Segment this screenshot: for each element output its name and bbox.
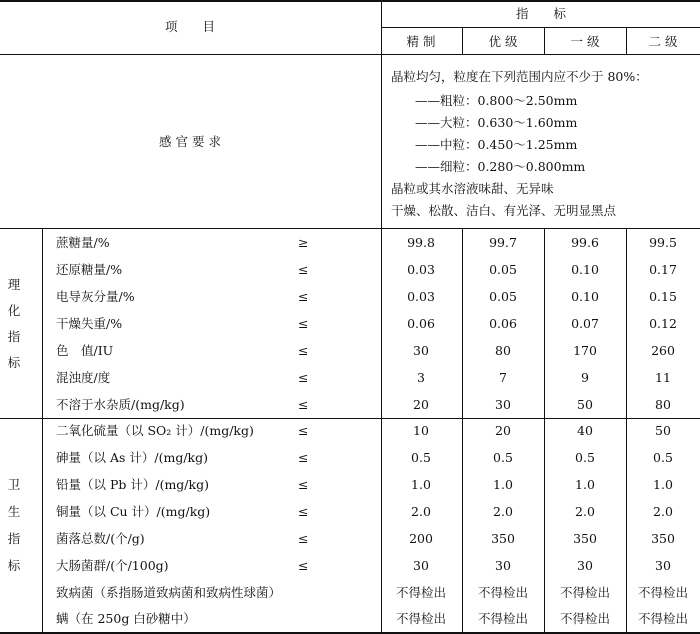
- physchem-cell: 0.10: [571, 289, 599, 304]
- physchem-row-name: 色 值/IU: [56, 343, 114, 358]
- hygiene-row-name: 铜量（以 Cu 计）/(mg/kg): [56, 504, 211, 519]
- physchem-cell: 7: [499, 370, 507, 385]
- hygiene-cell: 1.0: [575, 477, 595, 492]
- top-rule: [0, 0, 700, 2]
- physchem-cell: 170: [573, 343, 597, 358]
- physchem-cell: 30: [495, 397, 511, 412]
- hygiene-cell: 1.0: [493, 477, 513, 492]
- sensory-line: 晶粒均匀，粒度在下列范围内应不少于 80%：: [391, 69, 648, 84]
- physchem-cell: 50: [577, 397, 593, 412]
- physchem-cell: 0.10: [571, 262, 599, 277]
- hygiene-cell: 30: [413, 558, 429, 573]
- hygiene-row-name: 螨（在 250g 白砂糖中）: [56, 611, 196, 626]
- physchem-row-symbol: ≤: [298, 343, 309, 358]
- header-bottom-rule: [0, 54, 700, 55]
- hygiene-cell: 不得检出: [637, 611, 689, 626]
- grade-divider-3b: [626, 228, 627, 634]
- hygiene-cell: 1.0: [411, 477, 431, 492]
- hygiene-row-symbol: ≤: [298, 531, 309, 546]
- hygiene-cell: 0.5: [653, 450, 673, 465]
- hygiene-group-char: 卫: [7, 477, 21, 492]
- grade-divider-1: [462, 27, 463, 55]
- hygiene-row-name: 二氧化硫量（以 SO₂ 计）/(mg/kg): [56, 423, 254, 438]
- hygiene-cell: 350: [651, 531, 675, 546]
- physchem-row-symbol: ≤: [298, 262, 309, 277]
- physchem-row-symbol: ≥: [298, 235, 309, 250]
- sensory-bottom-rule: [0, 228, 700, 229]
- physchem-cell: 9: [581, 370, 589, 385]
- sensory-line: ——粗粒：0.800～2.50mm: [415, 93, 578, 108]
- physchem-bottom-rule: [0, 418, 700, 419]
- physchem-row-name: 混浊度/度: [56, 370, 111, 385]
- hygiene-cell: 10: [413, 423, 429, 438]
- physchem-cell: 0.05: [489, 289, 517, 304]
- hygiene-cell: 40: [577, 423, 593, 438]
- physchem-row-symbol: ≤: [298, 370, 309, 385]
- hygiene-cell: 不得检出: [559, 585, 611, 600]
- physchem-group-char: 化: [7, 303, 21, 318]
- hygiene-cell: 350: [491, 531, 515, 546]
- hygiene-row-symbol: ≤: [298, 558, 309, 573]
- physchem-row-symbol: ≤: [298, 316, 309, 331]
- hygiene-row-symbol: ≤: [298, 504, 309, 519]
- grade-first: 一 级: [570, 34, 600, 49]
- hygiene-row-name: 铅量（以 Pb 计）/(mg/kg): [56, 477, 209, 492]
- physchem-cell: 99.5: [649, 235, 677, 250]
- item-header: 项 目: [164, 19, 216, 34]
- physchem-cell: 0.05: [489, 262, 517, 277]
- physchem-cell: 0.06: [407, 316, 435, 331]
- physchem-cell: 3: [417, 370, 425, 385]
- hygiene-cell: 不得检出: [395, 585, 447, 600]
- grade-divider-2b: [544, 228, 545, 634]
- physchem-row-name: 不溶于水杂质/(mg/kg): [56, 397, 185, 412]
- physchem-row-name: 蔗糖量/%: [56, 235, 110, 250]
- hygiene-row-symbol: ≤: [298, 450, 309, 465]
- physchem-cell: 0.07: [571, 316, 599, 331]
- hygiene-cell: 2.0: [493, 504, 513, 519]
- sensory-line: ——细粒：0.280～0.800mm: [415, 159, 586, 174]
- grade-divider-3: [626, 27, 627, 55]
- hygiene-cell: 不得检出: [477, 585, 529, 600]
- hygiene-cell: 30: [655, 558, 671, 573]
- physchem-cell: 80: [655, 397, 671, 412]
- physchem-cell: 0.15: [649, 289, 677, 304]
- grade-premium: 优 级: [488, 34, 518, 49]
- physchem-cell: 99.8: [407, 235, 435, 250]
- physchem-group-char: 理: [7, 277, 21, 292]
- physchem-cell: 0.12: [649, 316, 677, 331]
- physchem-cell: 99.7: [489, 235, 517, 250]
- hygiene-cell: 30: [577, 558, 593, 573]
- indicator-header: 指 标: [515, 6, 567, 21]
- hygiene-cell: 不得检出: [559, 611, 611, 626]
- physchem-cell: 20: [413, 397, 429, 412]
- hygiene-cell: 2.0: [653, 504, 673, 519]
- hygiene-cell: 20: [495, 423, 511, 438]
- grade-refined: 精 制: [406, 34, 436, 49]
- hygiene-cell: 不得检出: [477, 611, 529, 626]
- hygiene-cell: 0.5: [493, 450, 513, 465]
- hygiene-cell: 350: [573, 531, 597, 546]
- physchem-row-symbol: ≤: [298, 397, 309, 412]
- physchem-cell: 80: [495, 343, 511, 358]
- physchem-row-name: 电导灰分量/%: [56, 289, 135, 304]
- hygiene-group-char: 标: [7, 558, 21, 573]
- hygiene-cell: 不得检出: [395, 611, 447, 626]
- grade-rule: [381, 27, 700, 28]
- group-divider: [42, 228, 43, 634]
- grade-divider-1b: [462, 228, 463, 634]
- sensory-line: 晶粒或其水溶液味甜、无异味: [391, 181, 554, 196]
- physchem-row-symbol: ≤: [298, 289, 309, 304]
- physchem-cell: 0.03: [407, 289, 435, 304]
- physchem-cell: 0.06: [489, 316, 517, 331]
- hygiene-cell: 1.0: [653, 477, 673, 492]
- physchem-cell: 99.6: [571, 235, 599, 250]
- item-divider: [381, 0, 382, 634]
- hygiene-cell: 50: [655, 423, 671, 438]
- physchem-group-char: 指: [7, 329, 21, 344]
- hygiene-cell: 0.5: [575, 450, 595, 465]
- hygiene-row-name: 菌落总数/(个/g): [56, 531, 145, 546]
- sensory-line: ——中粒：0.450～1.25mm: [415, 137, 578, 152]
- grade-divider-2: [544, 27, 545, 55]
- hygiene-row-symbol: ≤: [298, 423, 309, 438]
- physchem-cell: 260: [651, 343, 675, 358]
- hygiene-row-name: 大肠菌群/(个/100g): [56, 558, 169, 573]
- hygiene-cell: 不得检出: [637, 585, 689, 600]
- hygiene-cell: 0.5: [411, 450, 431, 465]
- hygiene-cell: 2.0: [575, 504, 595, 519]
- hygiene-cell: 2.0: [411, 504, 431, 519]
- physchem-cell: 0.03: [407, 262, 435, 277]
- hygiene-group-char: 生: [7, 504, 21, 519]
- physchem-row-name: 干燥失重/%: [56, 316, 123, 331]
- hygiene-row-name: 砷量（以 As 计）/(mg/kg): [56, 450, 208, 465]
- hygiene-cell: 200: [409, 531, 433, 546]
- sensory-label: 感 官 要 求: [159, 134, 221, 149]
- grade-second: 二 级: [648, 34, 678, 49]
- hygiene-row-symbol: ≤: [298, 477, 309, 492]
- hygiene-row-name: 致病菌（系指肠道致病菌和致病性球菌）: [56, 585, 282, 600]
- sensory-line: ——大粒：0.630～1.60mm: [415, 115, 578, 130]
- sensory-line: 干燥、松散、洁白、有光泽、无明显黑点: [391, 203, 617, 218]
- physchem-row-name: 还原糖量/%: [56, 262, 123, 277]
- hygiene-cell: 30: [495, 558, 511, 573]
- physchem-cell: 0.17: [649, 262, 677, 277]
- physchem-cell: 11: [655, 370, 671, 385]
- physchem-cell: 30: [413, 343, 429, 358]
- physchem-group-char: 标: [7, 355, 21, 370]
- hygiene-group-char: 指: [7, 531, 21, 546]
